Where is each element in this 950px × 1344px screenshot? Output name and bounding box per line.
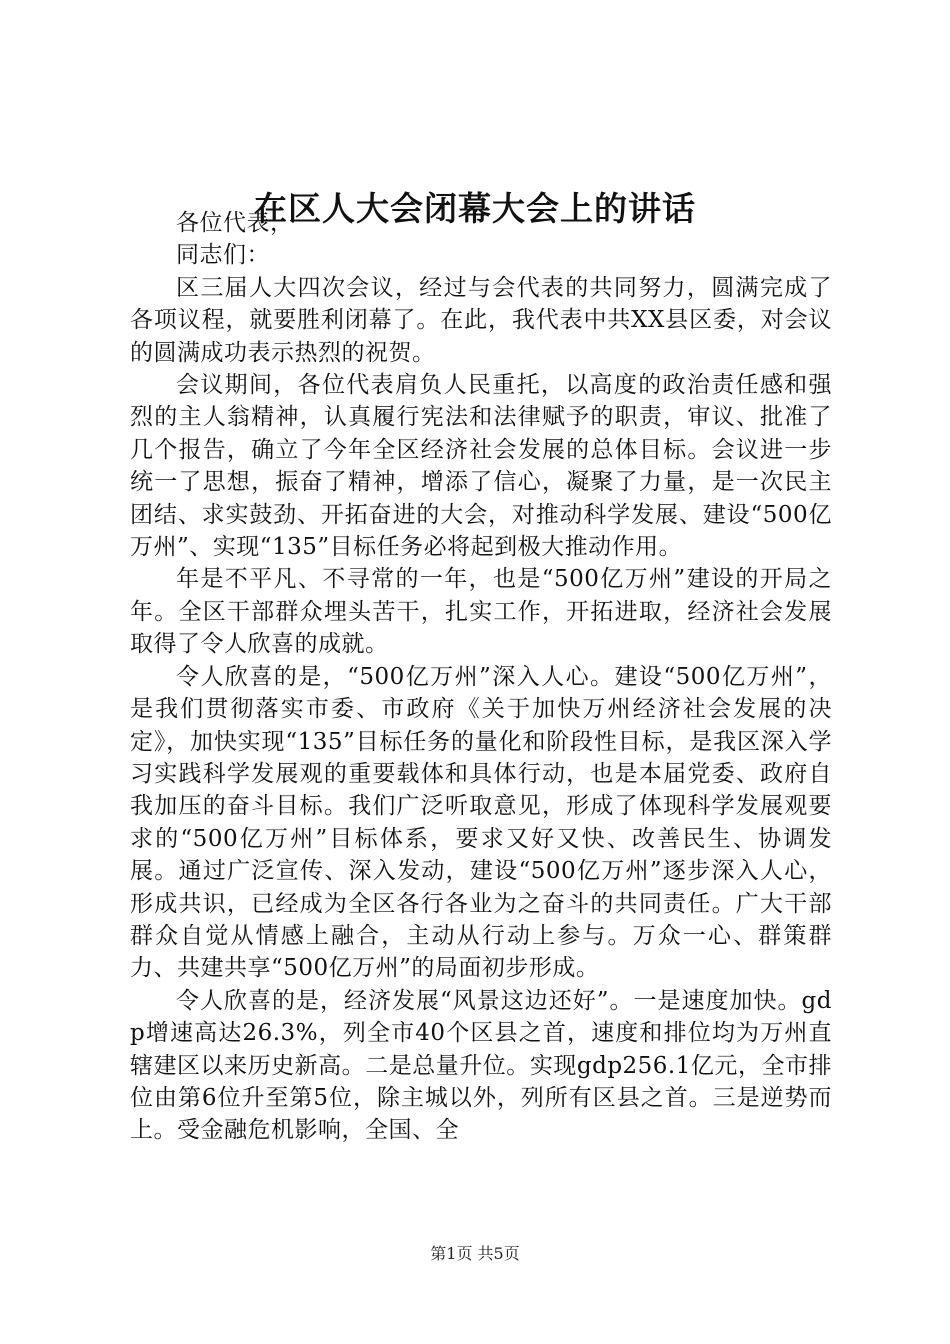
salutation-comrades: 同志们： [176,242,270,269]
page-number-footer: 第1页 共5页 [430,1244,520,1263]
body-paragraph: 会议期间，各位代表肩负人民重托，以高度的政治责任感和强烈的主人翁精神，认真履行宪法和法律赋予的职责，审议、批准了几个报告，确立了今年全区经济社会发展的总体目标。会议进一步统一了思想，振奋了精神，增添了信心，凝聚了力量，是一次民主团结、求实鼓劲、开拓奋进的大会，对推动科学发展、建设“500亿万州”、实现“135”目标任务必将起到极大推动作用。 [130,372,832,561]
salutation-delegates: 各位代表， [176,210,294,236]
body-paragraph: 令人欣喜的是，经济发展“风景这边还好”。一是速度加快。gdp增速高达26.3%，列全市40个区县之首，速度和排位均为万州直辖建区以来历史新高。二是总量升位。实现gdp256.1亿元，全市排位由第6位升至第5位，除主城以外，列所有区县之首。三是逆势而上。受金融危机影响，全国、全 [130,987,832,1144]
body-paragraph: 年是不平凡、不寻常的一年，也是“500亿万州”建设的开局之年。全区干部群众埋头苦干，扎实工作，开拓进取，经济社会发展取得了令人欣喜的成就。 [130,566,832,658]
document-title: 在区人大会闭幕大会上的讲话 [254,189,696,228]
body-paragraph: 区三届人大四次会议，经过与会代表的共同努力，圆满完成了各项议程，就要胜利闭幕了。在此，我代表中共XX县区委，对会议的圆满成功表示热烈的祝贺。 [130,274,832,366]
body-paragraph: 令人欣喜的是，“500亿万州”深入人心。建设“500亿万州”，是我们贯彻落实市委、市政府《关于加快万州经济社会发展的决定》，加快实现“135”目标任务的量化和阶段性目标，是我区深入学习实践科学发展观的重要载体和具体行动，也是本届党委、政府自我加压的奋斗目标。我们广泛听取意见，形成了体现科学发展观要求的“500亿万州”目标体系，要求又好又快、改善民生、协调发展。通过广泛宣传、深入发动，建设“500亿万州”逐步深入人心，形成共识，已经成为全区各行各业为之奋斗的共同责任。广大干部群众自觉从情感上融合，主动从行动上参与。万众一心、群策群力、共建共享“500亿万州”的局面初步形成。 [130,663,832,982]
document-body [130,207,832,1147]
